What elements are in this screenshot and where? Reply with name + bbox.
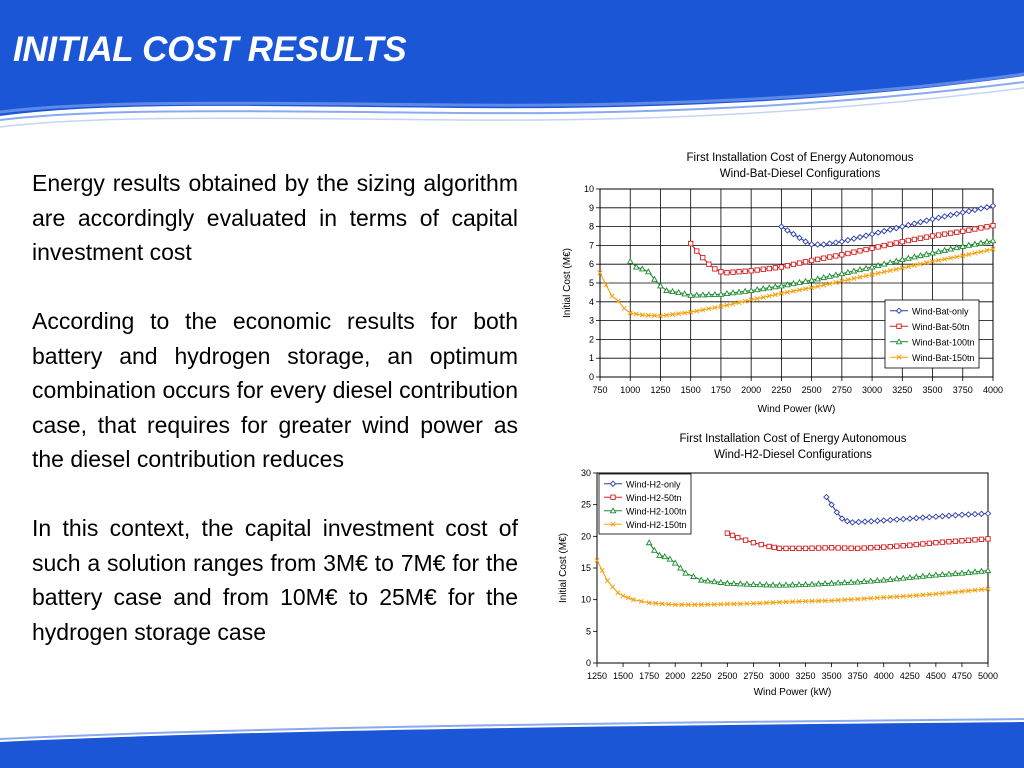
x-tick-label: 2000 (741, 385, 762, 395)
data-point-marker (895, 544, 899, 548)
data-point-marker (973, 538, 977, 542)
x-tick-label: 750 (592, 385, 608, 395)
legend-label: Wind-H2-150tn (626, 519, 687, 530)
paragraph-2: According to the economic results for both battery and hydrogen storage, an optimum combination occurs for every diesel contribution case, that requires for greater wind power as the diesel contribution reduces (32, 308, 518, 472)
data-point-marker (960, 539, 964, 543)
x-tick-label: 3250 (795, 671, 816, 681)
y-tick-label: 9 (588, 202, 594, 213)
x-tick-label: 3750 (952, 385, 973, 395)
x-tick-label: 2250 (771, 385, 792, 395)
data-point-marker (940, 540, 944, 544)
legend-label: Wind-Bat-100tn (912, 337, 975, 348)
y-tick-label: 10 (583, 184, 594, 194)
x-tick-label: 1750 (639, 671, 660, 681)
y-tick-label: 6 (588, 259, 594, 270)
data-point-marker (947, 540, 951, 544)
data-point-marker (810, 546, 814, 550)
data-point-marker (966, 538, 970, 542)
data-point-marker (908, 543, 912, 547)
data-point-marker (953, 539, 957, 543)
legend-label: Wind-H2-100tn (626, 506, 687, 517)
chart-title: Wind-H2-Diesel Configurations (714, 449, 872, 461)
y-tick-label: 25 (580, 499, 591, 510)
data-point-marker (842, 546, 846, 550)
y-tick-label: 15 (580, 563, 591, 573)
y-tick-label: 3 (588, 315, 594, 326)
x-axis-label: Wind Power (kW) (757, 404, 836, 415)
x-tick-label: 1750 (710, 385, 731, 395)
x-tick-label: 4000 (873, 671, 894, 681)
y-axis-label: Initial Cost (M€) (562, 247, 573, 319)
paragraph-1: Energy results obtained by the sizing algorithm are accordingly evaluated in terms of capital investment cost (32, 170, 518, 265)
x-tick-label: 3750 (847, 671, 868, 681)
paragraph-3: In this context, the capital investment cost of such a solution ranges from 3M€ to 7M€ for the battery case and from 10M€ to 25M€ for the hydrogen storage case (32, 515, 518, 645)
y-tick-label: 8 (588, 221, 594, 232)
data-point-marker (797, 546, 801, 550)
data-point-marker (736, 535, 740, 539)
x-tick-label: 3500 (821, 671, 842, 681)
data-point-marker (888, 544, 892, 548)
x-axis-label: Wind Power (kW) (753, 687, 832, 698)
legend (599, 474, 691, 534)
y-tick-label: 2 (588, 334, 594, 345)
x-tick-label: 1500 (613, 671, 634, 681)
legend-label: Wind-H2-only (626, 479, 681, 490)
data-point-marker (784, 546, 788, 550)
data-point-marker (777, 546, 781, 550)
x-tick-label: 3000 (862, 385, 883, 395)
data-point-marker (790, 546, 794, 550)
legend-label: Wind-Bat-50tn (912, 321, 970, 332)
data-point-marker (725, 531, 729, 535)
data-point-marker (986, 537, 990, 541)
data-point-marker (979, 537, 983, 541)
y-tick-label: 4 (588, 296, 594, 307)
x-tick-label: 4000 (982, 385, 1004, 395)
data-point-marker (862, 546, 866, 550)
x-tick-label: 4500 (925, 671, 946, 681)
chart-title: First Installation Cost of Energy Autonomous (679, 433, 907, 445)
data-point-marker (882, 545, 886, 549)
x-tick-label: 1000 (620, 385, 641, 395)
y-tick-label: 0 (585, 658, 591, 668)
data-point-marker (816, 546, 820, 550)
data-point-marker (772, 545, 776, 549)
y-tick-label: 20 (580, 531, 591, 542)
y-tick-label: 5 (588, 278, 594, 288)
data-point-marker (751, 540, 755, 544)
y-tick-label: 0 (588, 372, 594, 382)
legend-label: Wind-Bat-150tn (912, 352, 975, 363)
chart-title: Wind-Bat-Diesel Configurations (719, 168, 881, 180)
y-tick-label: 7 (588, 240, 594, 251)
legend-label: Wind-Bat-only (912, 306, 969, 317)
data-point-marker (823, 546, 827, 550)
x-tick-label: 3250 (892, 385, 913, 395)
slide-title: INITIAL COST RESULTS (13, 30, 407, 69)
data-point-marker (869, 546, 873, 550)
data-point-marker (743, 538, 747, 542)
x-tick-label: 1250 (650, 385, 671, 395)
data-point-marker (803, 546, 807, 550)
x-tick-label: 2500 (717, 671, 738, 681)
data-point-marker (875, 545, 879, 549)
legend-marker (611, 495, 615, 499)
x-tick-label: 2750 (743, 671, 764, 681)
y-tick-label: 1 (588, 353, 594, 364)
data-point-marker (914, 542, 918, 546)
x-tick-label: 2500 (801, 385, 822, 395)
x-tick-label: 2750 (831, 385, 852, 395)
y-tick-label: 30 (580, 468, 591, 478)
x-tick-label: 2000 (665, 671, 686, 681)
data-point-marker (849, 546, 853, 550)
x-tick-label: 5000 (977, 671, 999, 681)
x-tick-label: 2250 (691, 671, 712, 681)
x-tick-label: 3000 (769, 671, 790, 681)
x-tick-label: 1250 (586, 671, 608, 681)
data-point-marker (901, 543, 905, 547)
x-tick-label: 1500 (680, 385, 701, 395)
y-axis-label: Initial Cost (M€) (558, 532, 569, 604)
y-tick-label: 5 (585, 626, 591, 637)
x-tick-label: 4750 (951, 671, 972, 681)
data-point-marker (934, 540, 938, 544)
legend-label: Wind-H2-50tn (626, 492, 682, 503)
data-point-marker (829, 546, 833, 550)
data-point-marker (836, 546, 840, 550)
x-tick-label: 3500 (922, 385, 943, 395)
y-tick-label: 10 (580, 594, 591, 605)
data-point-marker (921, 542, 925, 546)
data-point-marker (759, 542, 763, 546)
data-point-marker (855, 546, 859, 550)
x-tick-label: 4250 (899, 671, 920, 681)
data-point-marker (730, 533, 734, 537)
data-point-marker (767, 544, 771, 548)
chart-title: First Installation Cost of Energy Autonomous (686, 152, 914, 164)
data-point-marker (927, 541, 931, 545)
